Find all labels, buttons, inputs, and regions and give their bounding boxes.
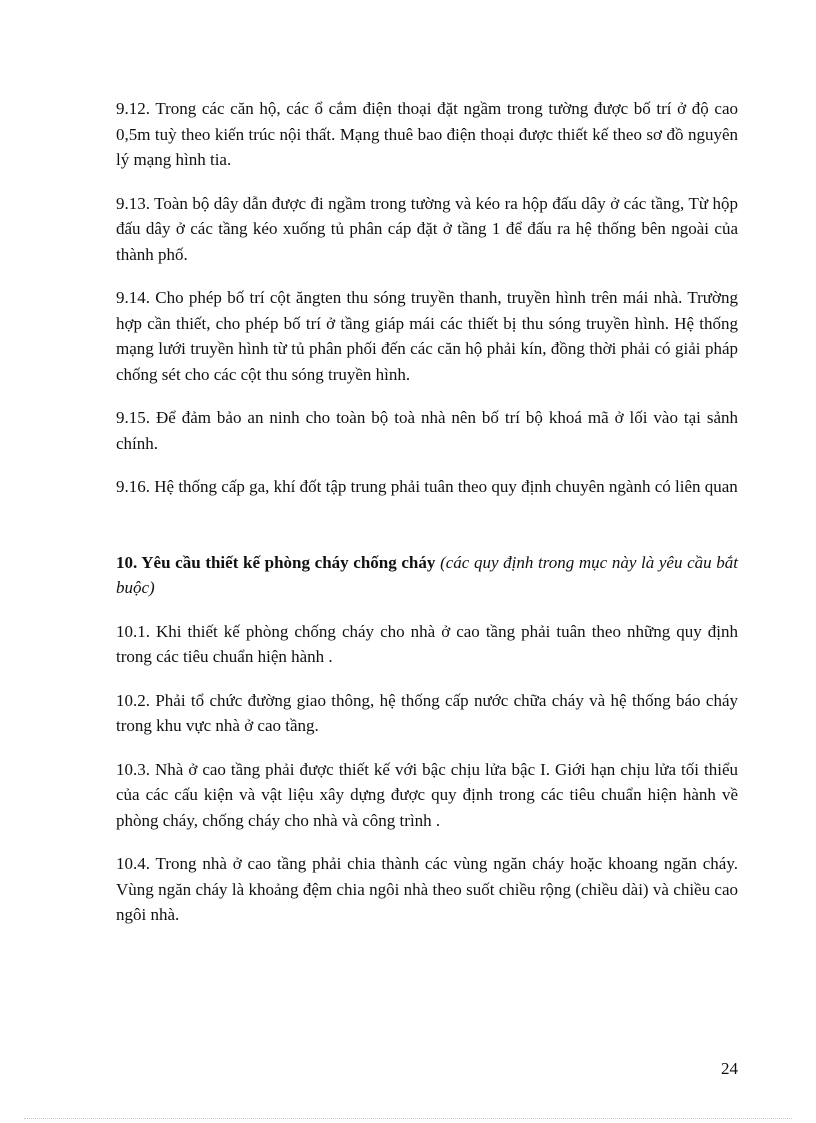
paragraph-10-2: 10.2. Phải tổ chức đường giao thông, hệ thống cấp nước chữa cháy và hệ thống báo cháy trong khu vực nhà ở cao tầng.: [116, 690, 738, 735]
paragraph-9-15: 9.15. Để đảm bảo an ninh cho toàn bộ toà nhà nên bố trí bộ khoá mã ở lối vào tại sảnh chính.: [116, 408, 738, 453]
page-bottom-divider: [24, 1118, 792, 1119]
paragraph-10-4: 10.4. Trong nhà ở cao tầng phải chia thành các vùng ngăn cháy hoặc khoang ngăn cháy. Vùng ngăn cháy là khoảng đệm chia ngôi nhà theo suốt chiều rộng (chiều dài) và chiều cao ngôi nhà.: [116, 854, 738, 924]
paragraph-10-1: 10.1. Khi thiết kế phòng chống cháy cho nhà ở cao tầng phải tuân theo những quy định trong các tiêu chuẩn hiện hành .: [116, 621, 738, 666]
paragraph-9-16: 9.16. Hệ thống cấp ga, khí đốt tập trung phải tuân theo quy định chuyên ngành có liên quan: [116, 477, 738, 496]
paragraph-9-14: 9.14. Cho phép bố trí cột ăngten thu sóng truyền thanh, truyền hình trên mái nhà. Trường hợp cần thiết, cho phép bố trí ở tầng giáp mái các thiết bị thu sóng truyền hình. Hệ thống mạng lưới truyền hình từ tủ phân phối đến các căn hộ phải kín, đồng thời phải có giải pháp chống sét cho các cột thu sóng truyền hình.: [116, 288, 738, 384]
section-10-heading: [116, 550, 738, 601]
paragraph-10-3: 10.3. Nhà ở cao tầng phải được thiết kế với bậc chịu lửa bậc I. Giới hạn chịu lửa tối thiểu của các cấu kiện và vật liệu xây dựng được quy định trong các tiêu chuẩn hiện hành về phòng cháy, chống cháy cho nhà và công trình .: [116, 759, 738, 830]
section-10-title: 10. Yêu cầu thiết kế phòng cháy chống cháy: [116, 552, 436, 572]
paragraph-9-12: 9.12. Trong các căn hộ, các ổ cắm điện thoại đặt ngầm trong tường được bố trí ở độ cao 0,5m tuỳ theo kiến trúc nội thất. Mạng thuê bao điện thoại được thiết kế theo sơ đồ nguyên lý mạng hình tia.: [116, 99, 738, 169]
page-number: 24: [721, 1059, 738, 1078]
document-body: [116, 96, 738, 946]
paragraph-9-13: 9.13. Toàn bộ dây dẫn được đi ngầm trong tường và kéo ra hộp đấu dây ở các tầng, Từ hộp đấu dây ở các tầng kéo xuống tủ phân cáp đặt ở tầng 1 để đấu ra hệ thống bên ngoài của thành phố.: [116, 193, 738, 264]
section-10-note: (các quy định trong mục này là yêu cầu bắt buộc): [116, 552, 739, 597]
